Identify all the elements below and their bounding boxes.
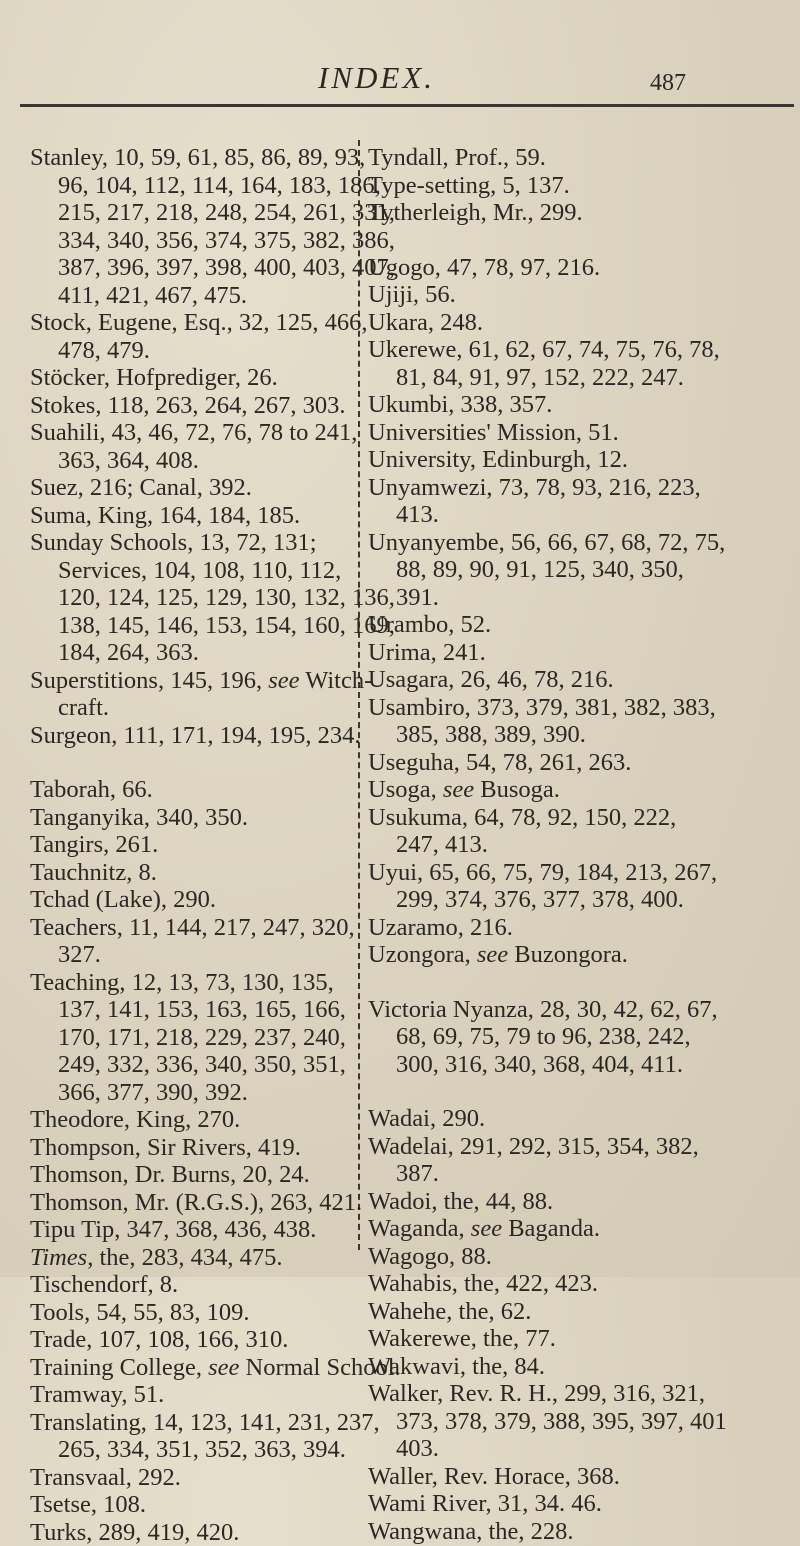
index-entry — [30, 1106, 356, 1134]
index-entry — [368, 776, 788, 804]
index-entry-line: University, Edinburgh, 12. — [396, 446, 788, 474]
index-entry-line: Suez, 216; Canal, 392. — [58, 474, 356, 502]
index-entry — [30, 309, 356, 364]
index-entry — [30, 419, 356, 474]
index-entry-line: Usambiro, 373, 379, 381, 382, 383, — [396, 694, 788, 722]
index-entry-line: Teaching, 12, 13, 73, 130, 135, — [58, 969, 356, 997]
index-entry-line: Theodore, King, 270. — [58, 1106, 356, 1134]
index-entry — [368, 941, 788, 969]
index-entry-line: 215, 217, 218, 248, 254, 261, 331, — [58, 199, 356, 227]
index-entry-line: Wangwana, the, 228. — [396, 1518, 788, 1546]
index-entry-line: Suahili, 43, 46, 72, 76, 78 to 241, — [58, 419, 356, 447]
index-entry-line: Usagara, 26, 46, 78, 216. — [396, 666, 788, 694]
index-entry — [30, 776, 356, 804]
index-entry-line: 81, 84, 91, 97, 152, 222, 247. — [396, 364, 788, 392]
index-entry — [368, 199, 788, 227]
index-entry — [368, 474, 788, 529]
index-entry — [30, 1244, 356, 1272]
section-gap — [368, 1078, 788, 1105]
index-entry-line: Ujiji, 56. — [396, 281, 788, 309]
index-entry — [368, 391, 788, 419]
index-entry-line: 249, 332, 336, 340, 350, 351, — [58, 1051, 356, 1079]
section-gap — [368, 227, 788, 254]
index-entry-line: Urambo, 52. — [396, 611, 788, 639]
index-entry-line: Tsetse, 108. — [58, 1491, 356, 1519]
index-entry-line: Stock, Eugene, Esq., 32, 125, 466, — [58, 309, 356, 337]
index-entry — [30, 1381, 356, 1409]
index-entry-line: Waganda, see Baganda. — [396, 1215, 788, 1243]
index-entry-line: 120, 124, 125, 129, 130, 132, 136, — [58, 584, 356, 612]
index-entry-line: Turks, 289, 419, 420. — [58, 1519, 356, 1546]
index-entry-line: Tchad (Lake), 290. — [58, 886, 356, 914]
index-entry-line: Wadai, 290. — [396, 1105, 788, 1133]
index-entry-line: Uyui, 65, 66, 75, 79, 184, 213, 267, — [396, 859, 788, 887]
index-entry — [30, 1519, 356, 1546]
index-entry-line: Victoria Nyanza, 28, 30, 42, 62, 67, — [396, 996, 788, 1024]
index-entry-line: Usukuma, 64, 78, 92, 150, 222, — [396, 804, 788, 832]
index-entry-line: 247, 413. — [396, 831, 788, 859]
index-entry — [30, 1134, 356, 1162]
index-entry-line: Tytherleigh, Mr., 299. — [396, 199, 788, 227]
index-entry-line: Unyamwezi, 73, 78, 93, 216, 223, — [396, 474, 788, 502]
index-entry-line: Stokes, 118, 263, 264, 267, 303. — [58, 392, 356, 420]
index-entry-line: 265, 334, 351, 352, 363, 394. — [58, 1436, 356, 1464]
index-entry-line: Sunday Schools, 13, 72, 131; — [58, 529, 356, 557]
index-entry — [30, 1491, 356, 1519]
index-entry-line: Ukumbi, 338, 357. — [396, 391, 788, 419]
index-entry — [368, 804, 788, 859]
index-entry-line: Surgeon, 111, 171, 194, 195, 234. — [58, 722, 356, 750]
index-entry-line: Ukara, 248. — [396, 309, 788, 337]
index-entry — [368, 694, 788, 749]
index-entry — [368, 1243, 788, 1271]
index-entry — [368, 996, 788, 1079]
index-entry — [368, 1133, 788, 1188]
index-entry-line: 88, 89, 90, 91, 125, 340, 350, — [396, 556, 788, 584]
index-entry-line: Wadelai, 291, 292, 315, 354, 382, — [396, 1133, 788, 1161]
index-entry-line: Tools, 54, 55, 83, 109. — [58, 1299, 356, 1327]
index-entry-line: Ukerewe, 61, 62, 67, 74, 75, 76, 78, — [396, 336, 788, 364]
index-entry-line: craft. — [58, 694, 356, 722]
index-entry — [30, 1189, 356, 1217]
index-entry — [368, 1325, 788, 1353]
index-entry — [368, 914, 788, 942]
index-entry — [368, 529, 788, 612]
index-entry-line: 327. — [58, 941, 356, 969]
index-entry-line: Universities' Mission, 51. — [396, 419, 788, 447]
index-entry-line: Usoga, see Busoga. — [396, 776, 788, 804]
index-entry-line: 184, 264, 363. — [58, 639, 356, 667]
index-entry-line: 478, 479. — [58, 337, 356, 365]
index-entry — [30, 969, 356, 1107]
index-entry-line: Ugogo, 47, 78, 97, 216. — [396, 254, 788, 282]
index-entry — [368, 1270, 788, 1298]
index-entry-line: Unyanyembe, 56, 66, 67, 68, 72, 75, — [396, 529, 788, 557]
index-column-right — [368, 144, 788, 1545]
index-entry-line: Thomson, Mr. (R.G.S.), 263, 421. — [58, 1189, 356, 1217]
index-entry — [368, 336, 788, 391]
index-entry-line: Tyndall, Prof., 59. — [396, 144, 788, 172]
index-entry-line: Wagogo, 88. — [396, 1243, 788, 1271]
index-entry-line: Waller, Rev. Horace, 368. — [396, 1463, 788, 1491]
index-entry — [30, 1271, 356, 1299]
index-entry — [368, 1518, 788, 1546]
index-entry — [30, 1299, 356, 1327]
index-entry — [368, 446, 788, 474]
index-entry-line: Urima, 241. — [396, 639, 788, 667]
index-entry — [368, 254, 788, 282]
index-entry — [30, 667, 356, 722]
index-entry-line: Thomson, Dr. Burns, 20, 24. — [58, 1161, 356, 1189]
index-entry-line: 300, 316, 340, 368, 404, 411. — [396, 1051, 788, 1079]
index-entry-line: Translating, 14, 123, 141, 231, 237, — [58, 1409, 356, 1437]
index-entry-line: Training College, see Normal School. — [58, 1354, 356, 1382]
index-entry-line: 403. — [396, 1435, 788, 1463]
index-entry — [30, 722, 356, 750]
index-entry-line: 385, 388, 389, 390. — [396, 721, 788, 749]
index-entry-line: 299, 374, 376, 377, 378, 400. — [396, 886, 788, 914]
index-entry — [368, 666, 788, 694]
index-entry-line: 68, 69, 75, 79 to 96, 238, 242, — [396, 1023, 788, 1051]
index-entry — [368, 1463, 788, 1491]
index-entry — [30, 364, 356, 392]
index-entry — [368, 749, 788, 777]
index-entry-line: Wami River, 31, 34. 46. — [396, 1490, 788, 1518]
index-entry-line: Wahehe, the, 62. — [396, 1298, 788, 1326]
index-entry-line: Suma, King, 164, 184, 185. — [58, 502, 356, 530]
index-entry-line: Superstitions, 145, 196, see Witch- — [58, 667, 356, 695]
index-entry-line: Stöcker, Hofprediger, 26. — [58, 364, 356, 392]
page-number: 487 — [650, 70, 686, 97]
index-entry-line: Transvaal, 292. — [58, 1464, 356, 1492]
index-entry-line: Stanley, 10, 59, 61, 85, 86, 89, 93, — [58, 144, 356, 172]
index-entry — [368, 611, 788, 639]
index-entry-line: 413. — [396, 501, 788, 529]
index-entry-line: Useguha, 54, 78, 261, 263. — [396, 749, 788, 777]
index-entry — [368, 1380, 788, 1463]
index-column-left — [30, 144, 356, 1546]
index-entry-line: 366, 377, 390, 392. — [58, 1079, 356, 1107]
index-entry — [368, 1105, 788, 1133]
index-entry-line: Tangirs, 261. — [58, 831, 356, 859]
index-entry-line: 373, 378, 379, 388, 395, 397, 401 — [396, 1408, 788, 1436]
index-entry-line: Tanganyika, 340, 350. — [58, 804, 356, 832]
index-entry — [30, 502, 356, 530]
index-entry-line: Times, the, 283, 434, 475. — [58, 1244, 356, 1272]
index-entry-line: Teachers, 11, 144, 217, 247, 320, — [58, 914, 356, 942]
index-entry — [30, 886, 356, 914]
index-entry — [30, 392, 356, 420]
index-entry-line: 170, 171, 218, 229, 237, 240, — [58, 1024, 356, 1052]
index-entry — [30, 914, 356, 969]
index-entry — [368, 1188, 788, 1216]
index-entry — [30, 474, 356, 502]
index-entry-line: 411, 421, 467, 475. — [58, 282, 356, 310]
header-rule — [20, 104, 794, 107]
page-header — [0, 58, 800, 108]
index-entry-line: Wakwavi, the, 84. — [396, 1353, 788, 1381]
index-entry-line: Type-setting, 5, 137. — [396, 172, 788, 200]
index-entry — [368, 1490, 788, 1518]
index-entry-line: Tramway, 51. — [58, 1381, 356, 1409]
index-entry-line: Walker, Rev. R. H., 299, 316, 321, — [396, 1380, 788, 1408]
index-entry-line: 391. — [396, 584, 788, 612]
index-entry — [30, 1161, 356, 1189]
section-gap — [30, 749, 356, 776]
index-entry-line: Taborah, 66. — [58, 776, 356, 804]
index-entry-line: Trade, 107, 108, 166, 310. — [58, 1326, 356, 1354]
index-entry-line: Wadoi, the, 44, 88. — [396, 1188, 788, 1216]
index-entry-line: 334, 340, 356, 374, 375, 382, 386, — [58, 227, 356, 255]
index-entry — [30, 804, 356, 832]
section-gap — [368, 969, 788, 996]
index-entry-line: 138, 145, 146, 153, 154, 160, 169, — [58, 612, 356, 640]
index-entry-line: Tipu Tip, 347, 368, 436, 438. — [58, 1216, 356, 1244]
index-entry — [30, 1326, 356, 1354]
index-entry — [30, 1409, 356, 1464]
index-entry-line: 363, 364, 408. — [58, 447, 356, 475]
index-entry-line: 387, 396, 397, 398, 400, 403, 407, — [58, 254, 356, 282]
index-entry — [30, 831, 356, 859]
index-entry — [368, 1298, 788, 1326]
index-entry — [368, 639, 788, 667]
index-entry — [30, 1354, 356, 1382]
column-divider — [358, 140, 360, 1250]
index-entry-line: Wakerewe, the, 77. — [396, 1325, 788, 1353]
index-entry-line: Tischendorf, 8. — [58, 1271, 356, 1299]
index-entry — [368, 144, 788, 172]
index-entry — [368, 172, 788, 200]
index-entry-line: Tauchnitz, 8. — [58, 859, 356, 887]
index-entry-line: Thompson, Sir Rivers, 419. — [58, 1134, 356, 1162]
index-entry — [30, 859, 356, 887]
index-entry — [30, 1216, 356, 1244]
index-entry-line: Uzongora, see Buzongora. — [396, 941, 788, 969]
index-entry — [368, 281, 788, 309]
page-title: INDEX. — [318, 60, 435, 96]
index-entry-line: Wahabis, the, 422, 423. — [396, 1270, 788, 1298]
index-entry-line: Services, 104, 108, 110, 112, — [58, 557, 356, 585]
index-entry — [368, 1215, 788, 1243]
index-entry — [368, 309, 788, 337]
index-entry — [368, 419, 788, 447]
index-entry — [30, 144, 356, 309]
index-entry-line: 137, 141, 153, 163, 165, 166, — [58, 996, 356, 1024]
index-entry — [30, 529, 356, 667]
index-entry-line: Uzaramo, 216. — [396, 914, 788, 942]
index-entry-line: 96, 104, 112, 114, 164, 183, 186, — [58, 172, 356, 200]
index-entry — [30, 1464, 356, 1492]
index-entry-line: 387. — [396, 1160, 788, 1188]
index-entry — [368, 1353, 788, 1381]
index-entry — [368, 859, 788, 914]
